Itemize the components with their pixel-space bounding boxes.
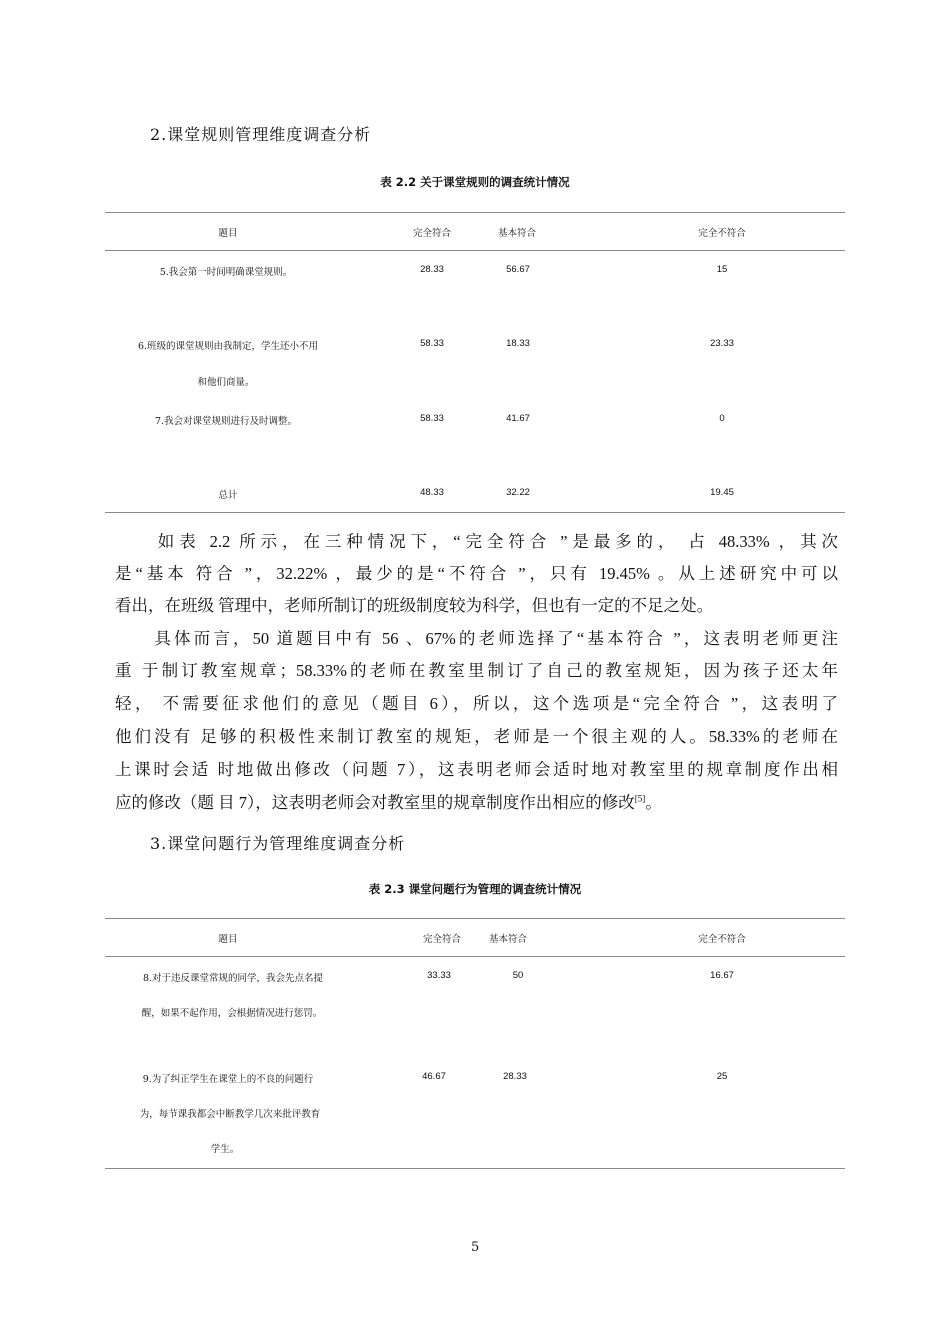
table-caption: 表 2.3 课堂问题行为管理的调查统计情况: [368, 882, 582, 896]
column-header: 完全符合: [412, 228, 452, 239]
paragraph-line: 上课时会适 时地做出修改（问题 7），这表明老师会适时地对教室里的规章制度作出相: [115, 760, 838, 779]
value-cell: 19.45: [710, 487, 734, 498]
value-cell: 23.33: [710, 338, 734, 349]
question-cell: 8.对于违反课堂常规的同学，我会先点名提: [142, 973, 324, 984]
value-cell: 16.67: [710, 970, 734, 981]
value-cell: 32.22: [506, 487, 530, 498]
question-cell: 醒，如果不起作用，会根据情况进行惩罚。: [141, 1008, 323, 1019]
column-header: 完全不符合: [698, 228, 746, 239]
question-cell: 7.我会对课堂规则进行及时调整。: [154, 416, 298, 427]
column-header: 完全符合: [422, 934, 462, 945]
paragraph-line: [115, 789, 838, 813]
table-header-rule: [105, 956, 845, 957]
value-cell: 50: [512, 970, 524, 981]
question-cell: 6.班级的课堂规则由我制定，学生还小不用: [137, 341, 319, 352]
value-cell: 33.33: [427, 970, 451, 981]
table-top-rule: [105, 918, 845, 919]
table-bottom-rule: [105, 512, 845, 513]
citation-reference[interactable]: [5]: [634, 793, 646, 804]
paragraph-line: 是“基本 符合 ”，32.22% ，最少的是“不符合 ”，只有 19.45% 。从上述研究中可以: [115, 564, 838, 583]
question-cell: 9.为了纠正学生在课堂上的不良的问题行: [142, 1074, 314, 1085]
column-header: 题目: [218, 934, 238, 945]
column-header: 基本符合: [497, 228, 537, 239]
total-label: 总计: [218, 490, 238, 501]
paragraph-line: 如表 2.2 所示，在三种情况下，“完全符合 ”是最多的， 占 48.33% ，其次: [115, 532, 838, 551]
value-cell: 28.33: [420, 264, 444, 275]
value-cell: 0: [719, 413, 725, 424]
paragraph-text: 应的修改（题 目 7），这表明老师会对教室里的规章制度作出相应的修改: [115, 793, 635, 812]
paragraph-line: 重 于制订教室规章；58.33%的老师在教室里制订了自己的教室规矩，因为孩子还太年: [115, 661, 838, 680]
question-cell: 5.我会第一时间明确课堂规则。: [159, 267, 293, 278]
column-header: 完全不符合: [698, 934, 746, 945]
value-cell: 56.67: [506, 264, 530, 275]
question-cell: 为，每节课我都会中断教学几次来批评教育: [139, 1109, 321, 1120]
value-cell: 18.33: [506, 338, 530, 349]
value-cell: 58.33: [420, 413, 444, 424]
column-header: 基本符合: [488, 934, 528, 945]
column-header: 题目: [218, 228, 238, 239]
question-cell: 学生。: [210, 1144, 240, 1155]
page-number: 5: [471, 1240, 480, 1255]
paragraph-line: 具体而言，50 道题目中有 56 、67%的老师选择了“基本符合 ”，这表明老师更注: [115, 629, 838, 648]
paragraph-line: 他们没有 足够的积极性来制订教室的规矩，老师是一个很主观的人。58.33%的老师在: [115, 727, 838, 746]
paragraph-end: 。: [645, 793, 662, 812]
value-cell: 28.33: [503, 1071, 527, 1082]
table-caption: 表 2.2 关于课堂规则的调查统计情况: [380, 175, 570, 189]
value-cell: 58.33: [420, 338, 444, 349]
section-heading: 2.课堂规则管理维度调查分析: [150, 125, 372, 144]
section-heading: 3.课堂问题行为管理维度调查分析: [150, 834, 406, 853]
table-bottom-rule: [105, 1168, 845, 1169]
table-top-rule: [105, 212, 845, 213]
value-cell: 41.67: [506, 413, 530, 424]
value-cell: 15: [716, 264, 728, 275]
paragraph-line: 看出，在班级 管理中，老师所制订的班级制度较为科学，但也有一定的不足之处。: [115, 596, 714, 615]
value-cell: 25: [716, 1071, 728, 1082]
value-cell: 48.33: [420, 487, 444, 498]
question-cell: 和他们商量。: [197, 377, 255, 388]
table-header-rule: [105, 250, 845, 251]
paragraph-line: 轻， 不需要征求他们的意见（题目 6），所以，这个选项是“完全符合 ”，这表明了: [115, 694, 838, 713]
value-cell: 46.67: [422, 1071, 446, 1082]
